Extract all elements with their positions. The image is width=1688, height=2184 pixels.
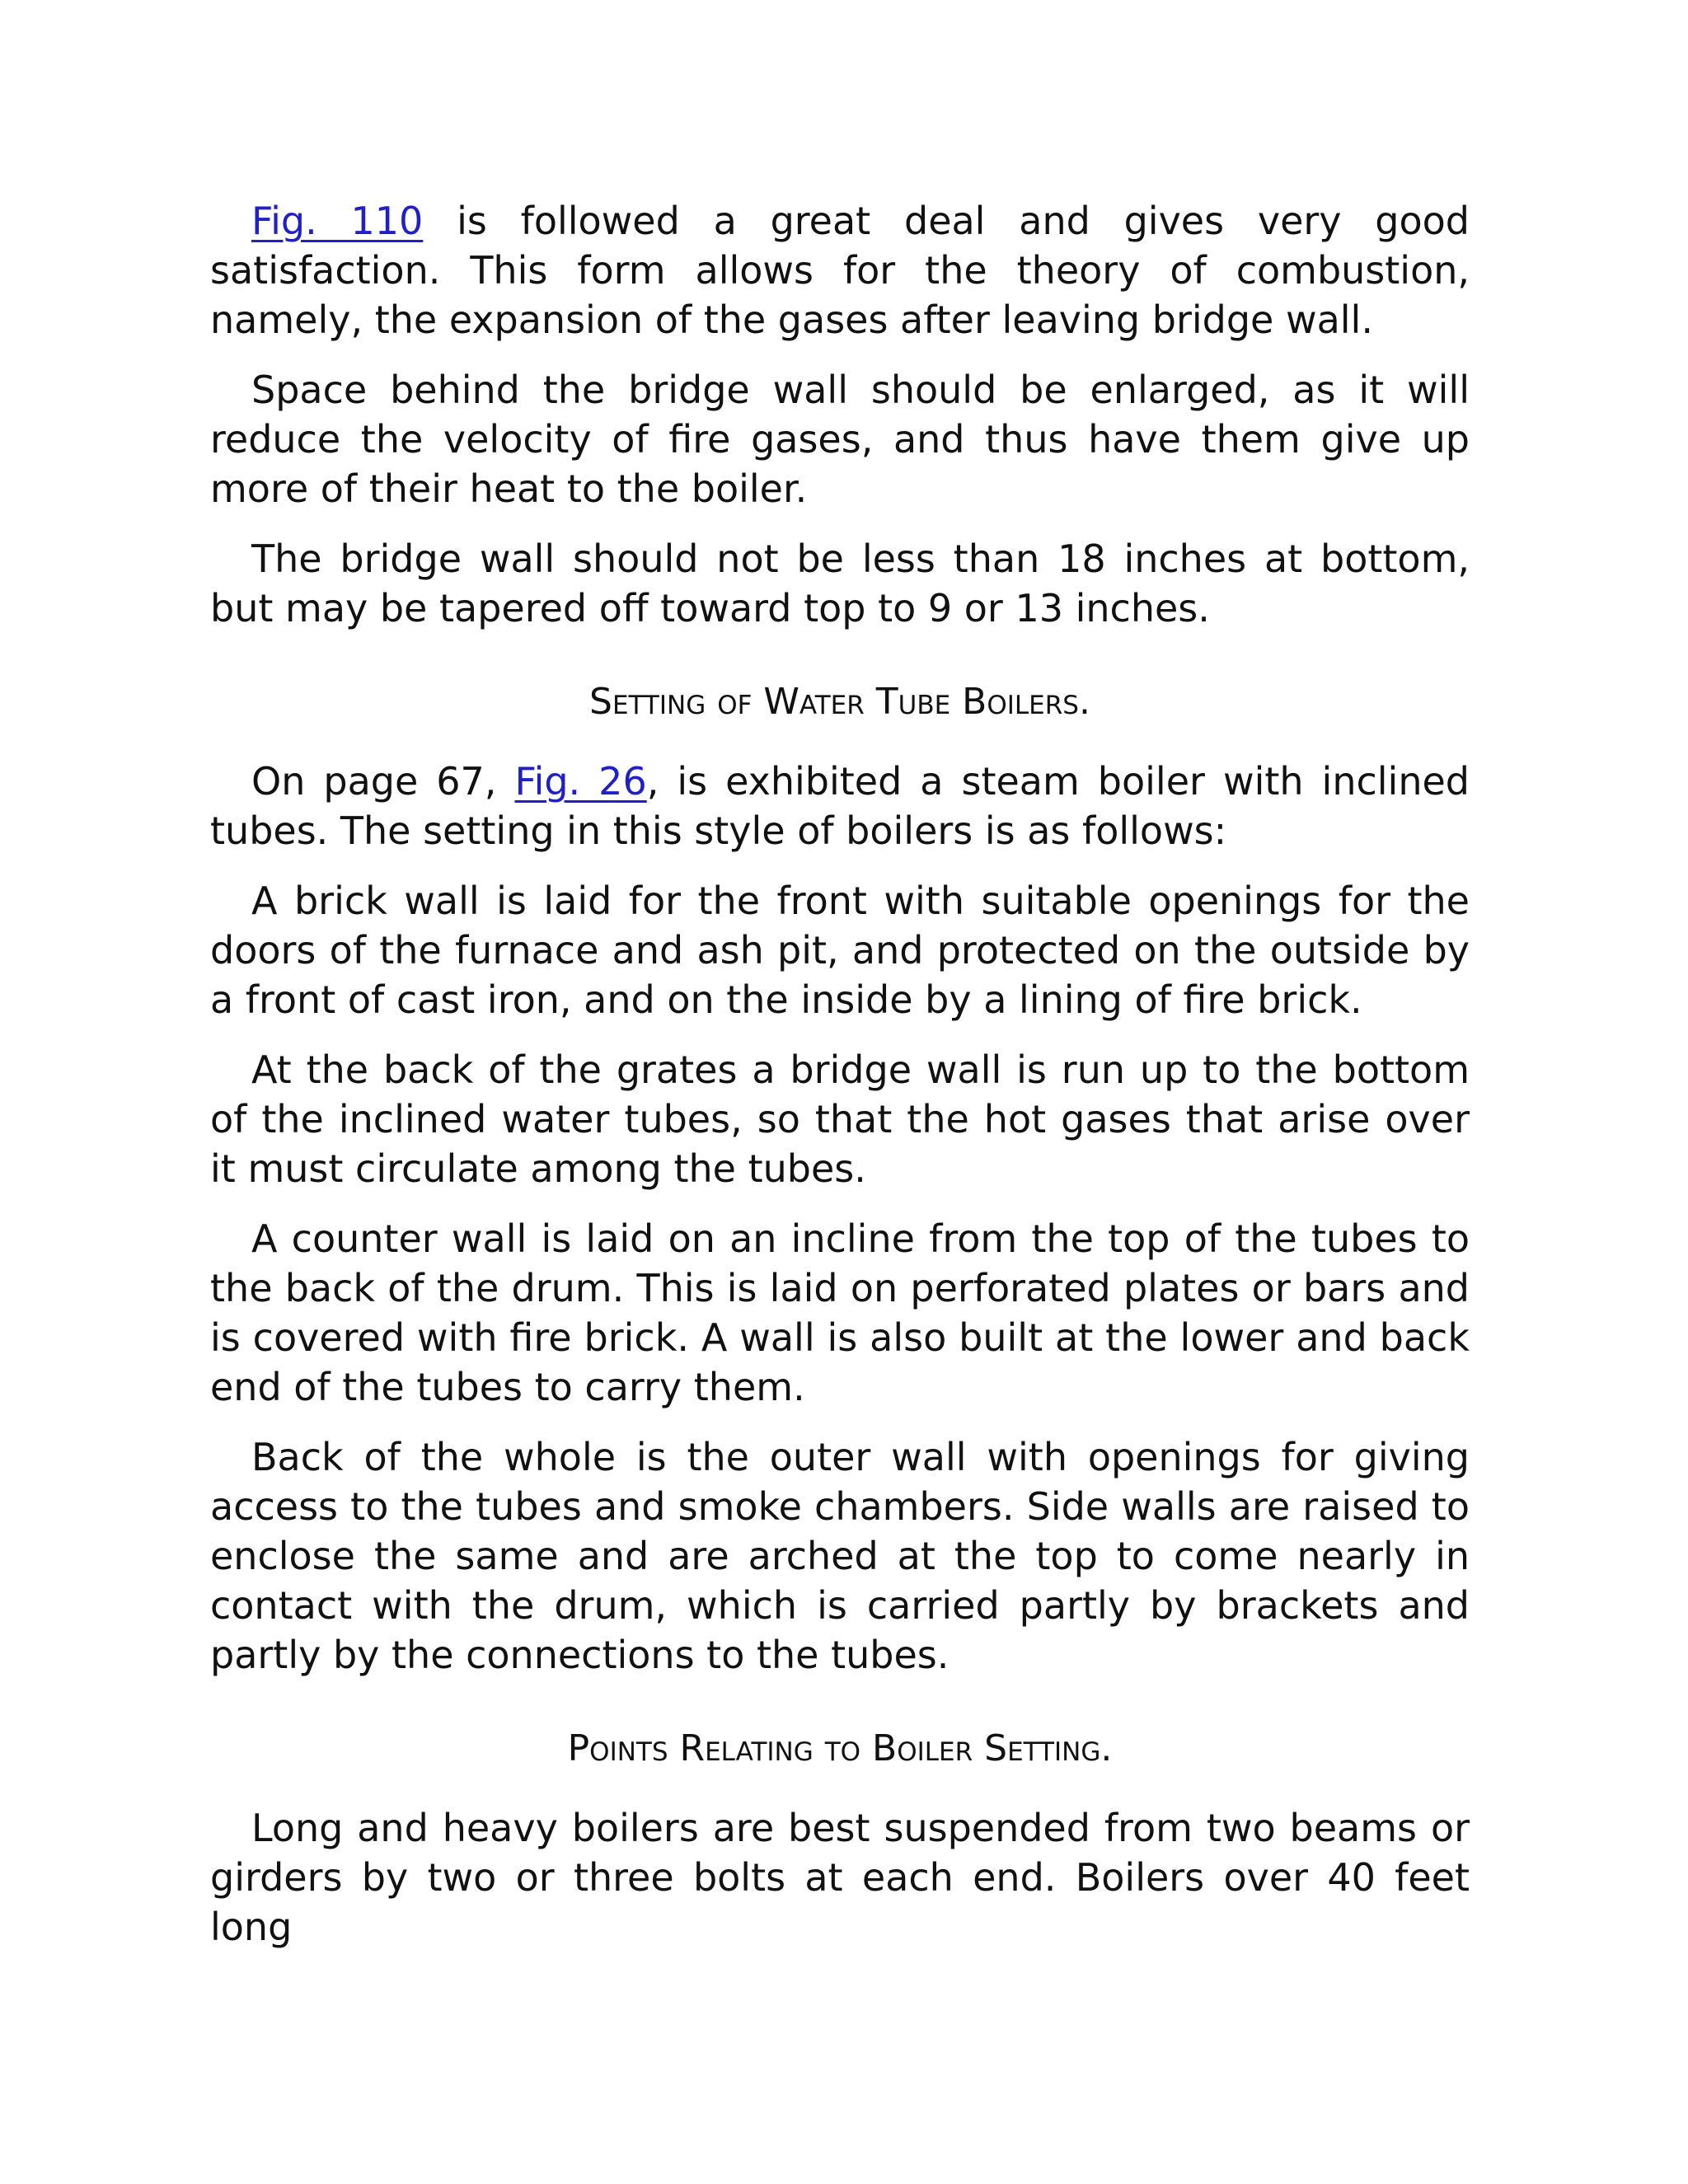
paragraph-counter-wall: A counter wall is laid on an incline from the top of the tubes to the back of the drum. This is laid on perforated plates or bars and is covered with fire brick. A wall is also built at the lower and back end of the tubes to carry them. (210, 1216, 1470, 1409)
paragraph-brick-wall: A brick wall is laid for the front with suitable openings for the doors of the furnace and ash pit, and protected on the outside by a front of cast iron, and on the inside by a lining of fire brick. (210, 879, 1470, 1022)
paragraph-fig-110 (210, 196, 1470, 344)
fig-26-link[interactable]: Fig. 26 (514, 759, 647, 804)
paragraph-outer-wall: Back of the whole is the outer wall with openings for giving access to the tubes and smoke chambers. Side walls are raised to enclose the same and are arched at the top to come nearly in contact with the drum, which is carried partly by brackets and partly by the connections to the tubes. (210, 1435, 1470, 1677)
paragraph-space-behind: Space behind the bridge wall should be enlarged, as it will reduce the velocity of fire gases, and thus have them give up more of their heat to the boiler. (210, 368, 1470, 511)
paragraph-text: is followed a great deal and gives very good satisfaction. This form allows for the theory of combustion, namely, the expansion of the gases after leaving bridge wall. (210, 199, 1470, 342)
paragraph-page-67 (210, 757, 1470, 855)
section-heading-water-tube: Setting of Water Tube Boilers. (589, 681, 1090, 723)
fig-110-link[interactable]: Fig. 110 (251, 199, 424, 243)
section-heading-boiler-setting: Points Relating to Boiler Setting. (567, 1727, 1113, 1769)
paragraph-text-before: On page 67, (251, 759, 515, 804)
paragraph-bridge-wall: The bridge wall should not be less than 18 inches at bottom, but may be tapered off toward top to 9 or 13 inches. (210, 537, 1470, 630)
paragraph-long-heavy-boilers: Long and heavy boilers are best suspended from two beams or girders by two or three bolts at each end. Boilers over 40 feet long (210, 1806, 1470, 1949)
document-page (210, 196, 1470, 1972)
paragraph-back-of-grates: At the back of the grates a bridge wall is run up to the bottom of the inclined water tubes, so that the hot gases that arise over it must circulate among the tubes. (210, 1047, 1470, 1191)
paragraph-text-after: , is exhibited a steam boiler with inclined tubes. The setting in this style of boilers is as follows: (210, 759, 1470, 853)
